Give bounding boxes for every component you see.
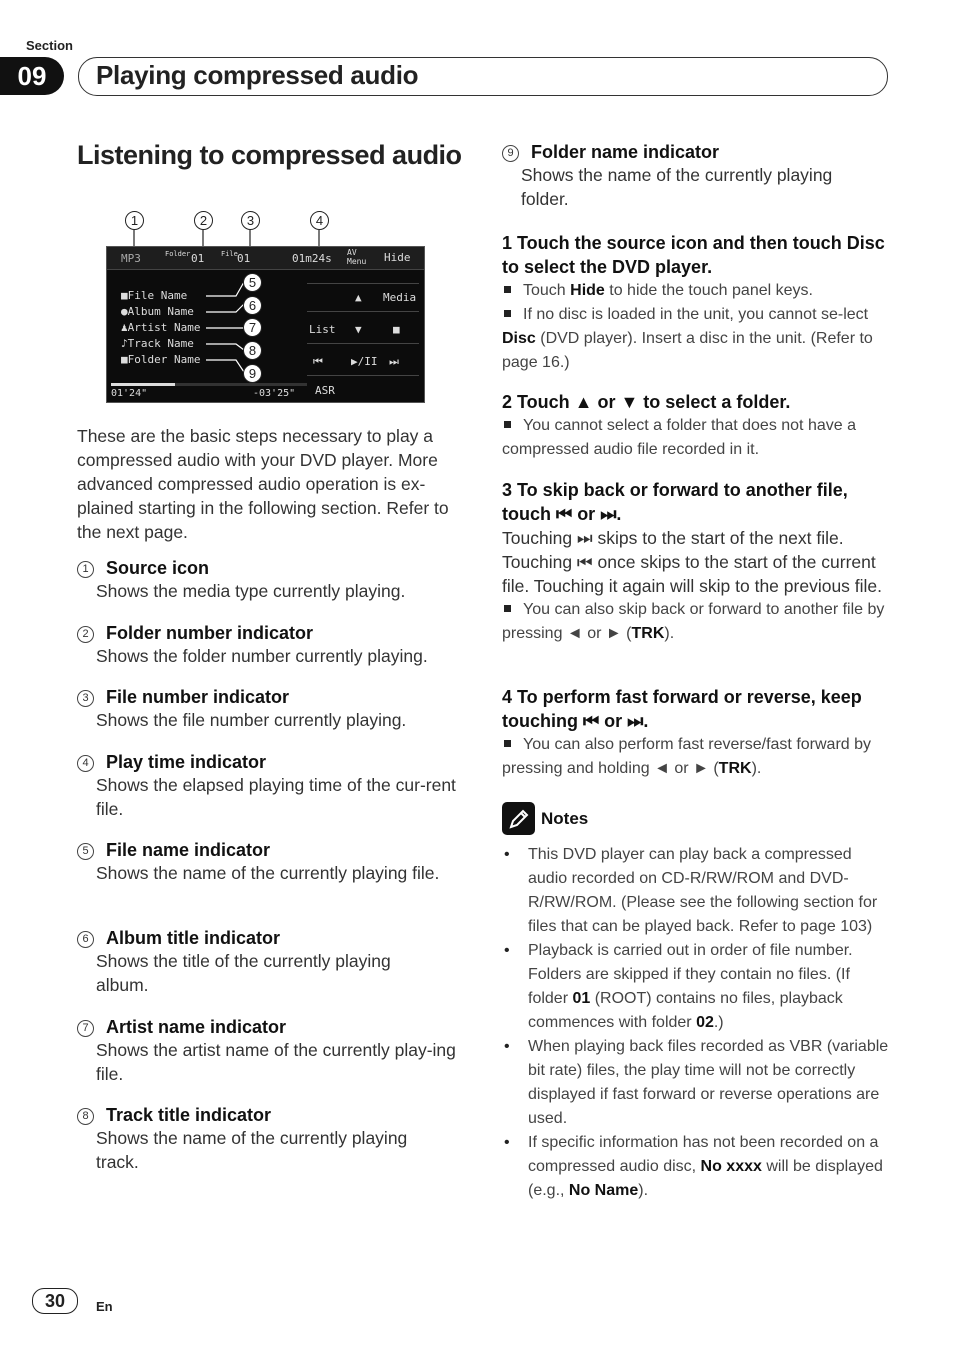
screen-line-file-text: File Name	[127, 289, 188, 302]
item-desc: Shows the media type currently playing.	[96, 581, 406, 601]
stop-icon[interactable]: ■	[393, 323, 400, 336]
step-1	[502, 231, 894, 375]
screen-line-album-text: Album Name	[127, 305, 194, 318]
screen-display	[106, 246, 425, 403]
screen-time: 01m24s	[292, 252, 332, 265]
note-1: • This DVD player can play back a compressed audio recorded on CD-R/RW/ROM and DVD-R/RW/ROM. (Please see the following section for files that can be played back. Refer to page 103)	[502, 843, 894, 939]
screen-line-artist-text: Artist Name	[127, 321, 201, 334]
trk-keyword: TRK	[718, 760, 752, 777]
intro-paragraph: These are the basic steps necessary to play a compressed audio with your DVD player. More advanced compressed audio operation is ex-plained starting in the following section. Refer to the next page.	[77, 426, 449, 542]
screen-folder-val: 01	[191, 252, 205, 265]
step-2-bullet: You cannot select a folder that does not have a compressed audio file recorded in it.	[502, 417, 856, 458]
callout-3: 3	[241, 211, 260, 230]
list-item	[77, 687, 467, 732]
item-number: 3	[77, 690, 94, 707]
callout-9: 9	[243, 364, 262, 383]
trk-keyword: TRK	[631, 625, 665, 642]
screen-remaining: -03'25"	[253, 388, 296, 399]
step-4	[502, 685, 894, 781]
step-1-bullet-2a: If no disc is loaded in the unit, you cannot se-lect	[523, 306, 869, 323]
screen-source[interactable]: MP3	[121, 252, 141, 265]
step-4-heading: 4 To perform fast forward or reverse, keep touching ⏮ or ⏭.	[502, 687, 862, 731]
list-item	[77, 928, 467, 997]
notes-title: Notes	[541, 808, 589, 828]
screen-elapsed: 01'24"	[111, 388, 148, 399]
step-3-bullet-c: ).	[664, 625, 675, 642]
play-pause-icon[interactable]: ▶/II	[351, 355, 378, 368]
page-number: 30	[32, 1288, 78, 1314]
note-4	[502, 1131, 894, 1203]
list-item	[77, 623, 467, 668]
screen-line-track-text: Track Name	[127, 337, 194, 350]
list-item	[502, 142, 894, 211]
item-desc: Shows the name of the currently playing file.	[96, 863, 440, 883]
list-item	[77, 752, 467, 821]
step-2-heading: 2 Touch ▲ or ▼ to select a folder.	[502, 392, 791, 412]
step-1-bullet-1c: to hide the touch panel keys.	[604, 282, 813, 299]
item-title: Play time indicator	[106, 752, 267, 772]
eject-icon[interactable]: ▲	[355, 291, 362, 304]
hide-keyword: Hide	[570, 282, 605, 299]
item-desc: Shows the name of the currently playing folder.	[521, 165, 833, 209]
language-label: En	[96, 1299, 113, 1314]
callout-4: 4	[310, 211, 329, 230]
screen-media[interactable]: Media	[383, 291, 417, 304]
note-4a: If specific information has not been recorded on a compressed audio disc,	[528, 1134, 879, 1175]
page-title: Listening to compressed audio	[77, 140, 462, 170]
item-title: Album title indicator	[106, 928, 281, 948]
screen-line-artist: ♟Artist Name	[121, 321, 201, 334]
screen-menu[interactable]: Menu	[347, 257, 367, 266]
section-number: 09	[0, 57, 64, 95]
screen-hide[interactable]: Hide	[384, 251, 411, 264]
list-item	[77, 558, 467, 603]
item-number: 7	[77, 1020, 94, 1037]
step-3	[502, 478, 894, 646]
screen-list[interactable]: List	[309, 323, 336, 336]
item-title: File name indicator	[106, 840, 271, 860]
step-3-paragraph: Touching ⏭ skips to the start of the next file. Touching ⏮ once skips to the start of the current file. Touching it again will skip to the previous file.	[502, 528, 883, 596]
screen-line-file: ■File Name	[121, 289, 188, 302]
callout-6: 6	[243, 296, 262, 315]
step-3-bullet-a: You can also skip back or forward to another file by pressing ◄ or ► (	[502, 601, 885, 642]
note-2e: .)	[713, 1014, 724, 1031]
note-4e: ).	[638, 1182, 649, 1199]
note-4d: No Name	[568, 1182, 639, 1199]
notes-section	[502, 802, 894, 1203]
item-number: 2	[77, 626, 94, 643]
item-desc: Shows the folder number currently playing.	[96, 646, 428, 666]
folder-down-icon[interactable]: ▼	[355, 323, 362, 336]
item-number: 6	[77, 931, 94, 948]
note-2c: (ROOT) contains no files, playback commences with folder	[528, 990, 843, 1031]
callout-8: 8	[243, 341, 262, 360]
note-4c: will be displayed (e.g.,	[528, 1158, 883, 1199]
note-2b: 01	[572, 990, 591, 1007]
callout-2: 2	[194, 211, 213, 230]
item-number: 4	[77, 755, 94, 772]
item-title: Artist name indicator	[106, 1017, 287, 1037]
note-2a: Playback is carried out in order of file number. Folders are skipped if they contain no files. (If folder	[528, 942, 853, 1007]
list-item	[77, 840, 467, 885]
item-number: 9	[502, 145, 519, 162]
step-1-heading: 1 Touch the source icon and then touch Disc to select the DVD player.	[502, 233, 885, 277]
pencil-note-icon	[502, 802, 535, 835]
prev-icon[interactable]: ⏮	[313, 355, 323, 368]
step-1-bullet-2c: (DVD player). Insert a disc in the unit. (Refer to page 16.)	[502, 330, 873, 371]
item-title: Source icon	[106, 558, 210, 578]
screen-asr[interactable]: ASR	[315, 384, 335, 397]
item-title: Folder name indicator	[531, 142, 720, 162]
item-title: File number indicator	[106, 687, 290, 707]
step-4-bullet-c: ).	[751, 760, 762, 777]
progress-bar	[111, 383, 175, 386]
screen-line-folder: ■Folder Name	[121, 353, 201, 366]
item-number: 5	[77, 843, 94, 860]
screen-line-album: ●Album Name	[121, 305, 194, 318]
item-desc: Shows the file number currently playing.	[96, 710, 407, 730]
callout-5: 5	[243, 273, 262, 292]
item-number: 1	[77, 561, 94, 578]
item-desc: Shows the title of the currently playing album.	[96, 951, 391, 995]
note-4b: No xxxx	[700, 1158, 762, 1175]
screen-av[interactable]: AV	[347, 248, 357, 257]
item-title: Track title indicator	[106, 1105, 272, 1125]
item-desc: Shows the name of the currently playing track.	[96, 1128, 408, 1172]
item-desc: Shows the artist name of the currently play-ing file.	[96, 1040, 456, 1084]
screen-file-label: File	[221, 250, 238, 258]
screen-folder-label: Folder	[165, 250, 191, 258]
item-number: 8	[77, 1108, 94, 1125]
screen-file-val: 01	[237, 252, 251, 265]
callout-7: 7	[243, 318, 262, 337]
step-1-bullet-1a: Touch	[523, 282, 571, 299]
screen-line-track: ♪Track Name	[121, 337, 194, 350]
step-4-bullet-a: You can also perform fast reverse/fast forward by pressing and holding ◄ or ► (	[502, 736, 872, 777]
list-item	[77, 1017, 467, 1086]
callout-1: 1	[125, 211, 144, 230]
note-2	[502, 939, 894, 1035]
note-2d: 02	[696, 1014, 714, 1031]
step-3-heading: 3 To skip back or forward to another file, touch ⏮ or ⏭.	[502, 480, 848, 524]
screen-line-folder-text: Folder Name	[127, 353, 201, 366]
note-3: • When playing back files recorded as VBR (variable bit rate) files, the play time will not be correctly displayed if fast forward or reverse operations are used.	[502, 1035, 894, 1131]
section-title: Playing compressed audio	[96, 60, 419, 90]
disc-keyword: Disc	[502, 330, 536, 347]
item-desc: Shows the elapsed playing time of the cur-rent file.	[96, 775, 456, 819]
next-icon[interactable]: ⏭	[389, 355, 399, 368]
item-title: Folder number indicator	[106, 623, 314, 643]
step-2	[502, 390, 894, 462]
list-item	[77, 1105, 467, 1174]
section-label: Section	[26, 38, 73, 53]
